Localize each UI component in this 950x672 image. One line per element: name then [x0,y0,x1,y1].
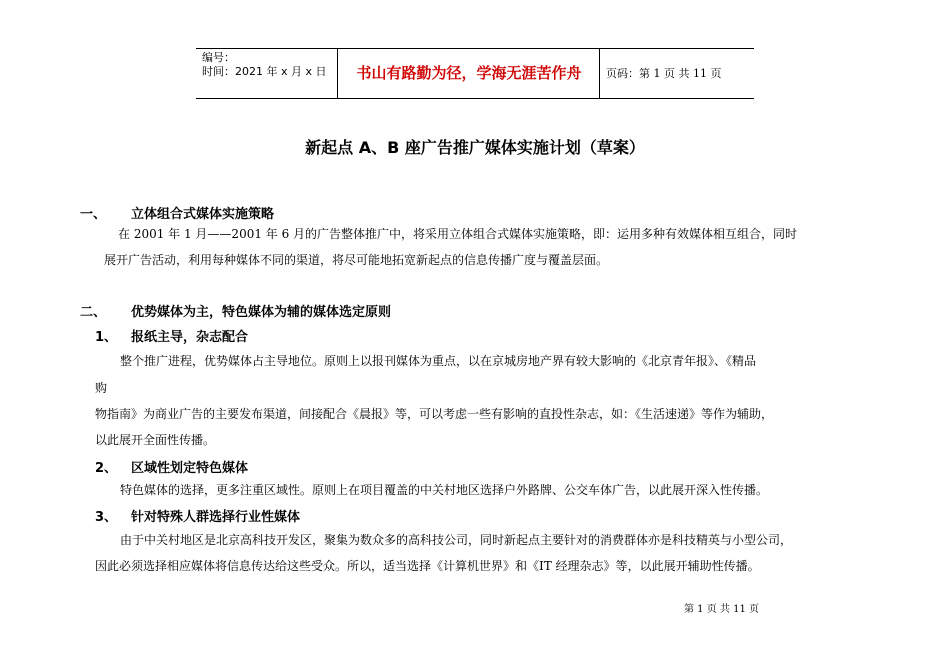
item3-number: 3、 [95,510,118,525]
date-label: 时间：2021 年 x 月 x 日 [202,65,327,78]
item1-line-2: 购 [95,381,108,395]
item1-line-4: 以此展开全面性传播。 [95,433,216,447]
item1-number: 1、 [95,330,118,345]
item1-line-3: 物指南》为商业广告的主要发布渠道，间接配合《晨报》等，可以考虑一些有影响的直投性杂志，如：《生活速递》等作为辅助， [95,407,774,421]
item2-line-1: 特色媒体的选择，更多注重区域性。原则上在项目覆盖的中关村地区选择户外路牌、公交车体广告，以此展开深入性传播。 [120,483,769,497]
item1-line-1: 整个推广进程，优势媒体占主导地位。原则上以报刊媒体为重点，以在京城房地产界有较大影响的《北京青年报》、《精品 [120,354,757,368]
item2-number: 2、 [95,461,118,476]
number-label: 编号： [202,51,235,64]
section1-line-2: 展开广告活动，利用每种媒体不同的渠道，将尽可能地拓宽新起点的信息传播广度与覆盖层面。 [104,253,609,267]
header-table [196,48,754,99]
section1-number: 一、 [80,207,107,222]
section2-heading: 优势媒体为主，特色媒体为辅的媒体选定原则 [131,305,392,320]
motto: 书山有路勤为径，学海无涯苦作舟 [339,49,600,98]
item1-heading: 报纸主导，杂志配合 [131,330,249,345]
item3-line-2: 因此必须选择相应媒体将信息传达给这些受众。所以，适当选择《计算机世界》和《IT 经理杂志》等，以此展开辅助性传播。 [95,559,760,573]
section1-heading: 立体组合式媒体实施策略 [131,207,275,222]
section2-number: 二、 [80,305,107,320]
document-title: 新起点 A、B 座广告推广媒体实施计划（草案） [305,138,645,157]
page-label: 页码：第 1 页 共 11 页 [606,67,722,80]
item3-heading: 针对特殊人群选择行业性媒体 [131,510,301,525]
section1-line-1: 在 2001 年 1 月——2001 年 6 月的广告整体推广中，将采用立体组合式媒体实施策略，即：运用多种有效媒体相互组合，同时 [118,227,798,241]
item2-heading: 区域性划定特色媒体 [131,461,249,476]
header-meta-cell [196,49,338,98]
page-footer: 第 1 页 共 11 页 [684,604,759,615]
item3-line-1: 由于中关村地区是北京高科技开发区，聚集为数众多的高科技公司，同时新起点主要针对的消费群体亦是科技精英与小型公司， [120,533,793,547]
